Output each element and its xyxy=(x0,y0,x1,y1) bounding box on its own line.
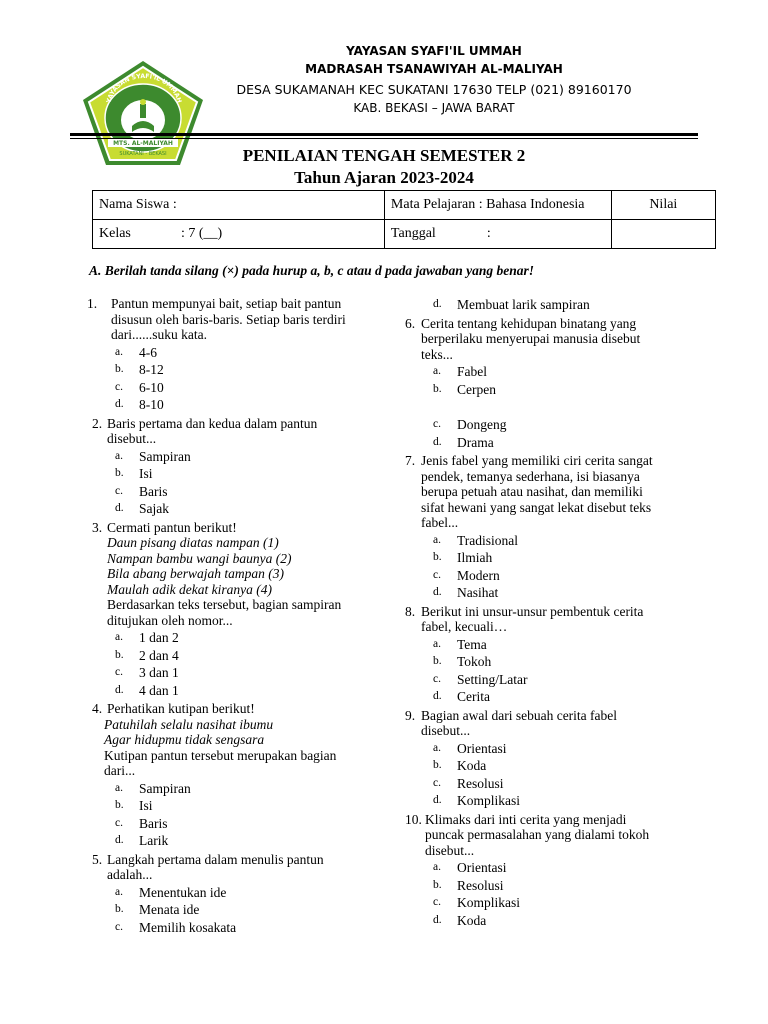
option-b[interactable] xyxy=(87,797,387,815)
option-letter: b. xyxy=(433,759,442,771)
question-text: Berikut ini unsur-unsur pembentuk cerita fabel, kecuali… xyxy=(421,603,644,634)
question-text: Langkah pertama dalam menulis pantun adalah... xyxy=(107,851,324,882)
option-letter: a. xyxy=(115,449,123,462)
option-text: Nasihat xyxy=(457,585,499,600)
option-text: Setting/Latar xyxy=(457,671,528,687)
option-text: Larik xyxy=(139,833,169,848)
question-number: 1. xyxy=(87,296,98,311)
question-text: Baris pertama dan kedua dalam pantun disebut... xyxy=(107,415,318,446)
option-d[interactable] xyxy=(405,912,705,930)
question-number: 6. xyxy=(405,315,416,331)
option-letter: a. xyxy=(115,631,123,643)
option-letter: a. xyxy=(115,781,123,794)
option-b[interactable] xyxy=(405,381,705,399)
option-text: 4-6 xyxy=(139,344,157,360)
date-cell[interactable] xyxy=(384,220,611,249)
option-a[interactable] xyxy=(405,363,705,381)
option-text: Isi xyxy=(139,798,153,813)
option-letter: d. xyxy=(433,913,442,926)
option-text: 4 dan 1 xyxy=(139,682,179,698)
option-letter: a. xyxy=(115,885,123,898)
score-cell xyxy=(611,191,715,220)
option-text: Koda xyxy=(457,912,487,928)
option-letter: c. xyxy=(115,666,123,678)
option-text: Dongeng xyxy=(457,417,507,432)
logo-middle-text: MTS. AL-MALIYAH xyxy=(113,140,173,147)
question-number: 10. xyxy=(405,811,422,827)
option-d[interactable] xyxy=(87,396,387,414)
question-number: 4. xyxy=(92,701,103,716)
option-letter: d. xyxy=(433,690,442,702)
option-letter: d. xyxy=(115,398,124,410)
option-d[interactable] xyxy=(405,792,705,810)
letterhead-rule-thick xyxy=(70,133,698,136)
question-6 xyxy=(405,316,705,452)
option-text: 8-12 xyxy=(139,362,164,377)
option-text: Sampiran xyxy=(139,448,191,464)
question-1 xyxy=(87,296,387,414)
option-a[interactable] xyxy=(405,859,705,877)
option-text: 1 dan 2 xyxy=(139,630,179,645)
option-text: Baris xyxy=(139,815,168,831)
option-letter: b. xyxy=(115,799,124,811)
school-address: DESA SUKAMANAH KEC SUKATANI 17630 TELP (021) 89160170 xyxy=(236,82,632,97)
option-b[interactable] xyxy=(405,549,705,567)
option-d[interactable] xyxy=(87,682,387,700)
foundation-name: YAYASAN SYAFI'IL UMMAH xyxy=(346,44,522,58)
class-label: Kelas xyxy=(99,226,131,241)
option-letter: d. xyxy=(433,435,442,448)
option-text: 8-10 xyxy=(139,397,164,412)
question-10 xyxy=(405,812,705,930)
class-cell[interactable] xyxy=(93,220,385,249)
option-letter: c. xyxy=(115,484,123,497)
option-letter: c. xyxy=(433,672,441,685)
option-text: Tema xyxy=(457,636,487,652)
option-b[interactable] xyxy=(405,877,705,895)
option-a[interactable] xyxy=(87,629,387,647)
option-text: Ilmiah xyxy=(457,550,493,565)
option-letter: d. xyxy=(433,586,442,598)
option-text: Komplikasi xyxy=(457,895,520,910)
option-b[interactable] xyxy=(87,361,387,379)
question-text: Cerita tentang kehidupan binatang yang berperilaku menyerupai manusia disebut teks... xyxy=(421,315,641,362)
score-value-cell[interactable] xyxy=(611,220,715,249)
option-text: Modern xyxy=(457,567,500,583)
questions-right-column xyxy=(405,296,705,931)
exam-year: Tahun Ajaran 2023-2024 xyxy=(294,168,474,187)
option-text: Orientasi xyxy=(457,740,507,756)
question-number: 3. xyxy=(92,519,103,535)
pantun-excerpt: Daun pisang diatas nampan (1) Nampan bambu wangi baunya (2) Bila abang berwajah tampan (3) Maulah adik dekat kiranya (4) xyxy=(107,535,292,597)
question-9 xyxy=(405,708,705,810)
option-text: Menata ide xyxy=(139,902,200,917)
option-letter: a. xyxy=(433,365,441,377)
question-8 xyxy=(405,604,705,706)
option-text: Drama xyxy=(457,434,494,450)
option-letter: b. xyxy=(433,655,442,667)
option-c[interactable] xyxy=(87,483,387,501)
option-text: Orientasi xyxy=(457,860,507,875)
option-b[interactable] xyxy=(405,757,705,775)
option-letter: a. xyxy=(433,637,441,650)
option-a[interactable] xyxy=(87,448,387,466)
option-d[interactable] xyxy=(87,500,387,518)
option-text: Cerita xyxy=(457,689,490,704)
option-c[interactable] xyxy=(87,664,387,682)
option-c[interactable] xyxy=(405,775,705,793)
option-letter: a. xyxy=(115,345,123,358)
logo-top-text: YAYASAN SYAFI'IL UMMAH xyxy=(105,72,183,104)
section-a-instruction: A. Berilah tanda silang (×) pada hurup a, b, c atau d pada jawaban yang benar! xyxy=(89,263,535,278)
option-letter: d. xyxy=(433,794,442,806)
question-prompt: Berdasarkan teks tersebut, bagian sampiran ditujukan oleh nomor... xyxy=(107,597,342,628)
option-text: Sampiran xyxy=(139,780,191,796)
option-d[interactable] xyxy=(87,832,387,850)
option-c[interactable] xyxy=(405,671,705,689)
letterhead-rule-thin xyxy=(70,138,698,139)
option-letter: b. xyxy=(433,878,442,891)
question-text: Pantun mempunyai bait, setiap bait pantun disusun oleh baris-baris. Setiap baris terdiri dari......suku kata. xyxy=(111,296,346,342)
option-letter: c. xyxy=(115,920,123,933)
option-text: Resolusi xyxy=(457,775,504,791)
score-label: Nilai xyxy=(649,197,678,212)
option-letter: b. xyxy=(433,551,442,563)
option-text: 3 dan 1 xyxy=(139,665,179,680)
subject-cell xyxy=(384,191,611,220)
option-letter: c. xyxy=(433,776,441,789)
option-text: Tokoh xyxy=(457,654,492,669)
option-d[interactable] xyxy=(405,688,705,706)
option-text: Tradisional xyxy=(457,532,519,548)
date-label: Tanggal xyxy=(390,226,436,241)
question-5-continued xyxy=(405,296,705,314)
option-a[interactable] xyxy=(405,636,705,654)
question-text: Cermati pantun berikut! xyxy=(107,519,237,535)
question-3 xyxy=(87,520,387,700)
option-letter: c. xyxy=(115,816,123,829)
option-c[interactable] xyxy=(405,416,705,434)
question-number: 7. xyxy=(405,453,416,468)
option-text: Isi xyxy=(139,466,153,481)
option-letter: d. xyxy=(115,502,124,514)
option-letter: d. xyxy=(433,298,442,310)
school-region: KAB. BEKASI – JAWA BARAT xyxy=(353,101,515,115)
option-letter: d. xyxy=(115,683,124,696)
option-text: Membuat larik sampiran xyxy=(457,297,590,312)
option-a[interactable] xyxy=(87,344,387,362)
student-name-label: Nama Siswa : xyxy=(99,197,177,212)
option-b[interactable] xyxy=(87,647,387,665)
option-letter: a. xyxy=(433,741,441,754)
option-d[interactable] xyxy=(405,584,705,602)
question-number: 8. xyxy=(405,603,416,619)
option-text: Fabel xyxy=(457,364,487,379)
student-name-cell[interactable] xyxy=(93,191,385,220)
option-letter: b. xyxy=(115,467,124,479)
option-text: 6-10 xyxy=(139,379,164,395)
option-a[interactable] xyxy=(87,780,387,798)
date-value: : xyxy=(486,226,491,241)
option-text: Komplikasi xyxy=(457,793,520,808)
class-value: : 7 (__) xyxy=(181,226,223,241)
option-c[interactable] xyxy=(87,815,387,833)
option-text: Koda xyxy=(457,758,487,773)
student-info-table xyxy=(92,190,716,249)
option-text: 2 dan 4 xyxy=(139,647,179,663)
option-a[interactable] xyxy=(405,740,705,758)
option-letter: d. xyxy=(115,834,124,846)
subject-label: Mata Pelajaran : Bahasa Indonesia xyxy=(390,197,585,212)
option-c[interactable] xyxy=(87,919,387,937)
option-a[interactable] xyxy=(87,884,387,902)
option-text: Baris xyxy=(139,483,168,499)
option-text: Cerpen xyxy=(457,381,496,397)
option-c[interactable] xyxy=(405,894,705,912)
option-letter: b. xyxy=(115,363,124,375)
question-5 xyxy=(87,852,387,937)
question-text: Klimaks dari inti cerita yang menjadi puncak permasalahan yang dialami tokoh disebut... xyxy=(425,811,650,858)
option-d[interactable] xyxy=(405,434,705,452)
option-text: Memilih kosakata xyxy=(139,919,237,935)
option-letter: c. xyxy=(433,896,441,908)
option-a[interactable] xyxy=(405,532,705,550)
question-text: Jenis fabel yang memiliki ciri cerita sangat pendek, temanya sederhana, isi biasanya berupa petuah atau nasihat, dan memiliki sifat hewani yang sangat lekat disebut teks fabel... xyxy=(421,453,653,530)
option-letter: a. xyxy=(433,861,441,873)
option-b[interactable] xyxy=(87,901,387,919)
option-letter: c. xyxy=(433,418,441,430)
option-b[interactable] xyxy=(87,465,387,483)
question-4 xyxy=(87,701,387,850)
questions-left-column xyxy=(87,296,387,938)
option-letter: a. xyxy=(433,533,441,546)
question-text: Perhatikan kutipan berikut! xyxy=(107,701,255,716)
option-text: Resolusi xyxy=(457,877,504,893)
option-b[interactable] xyxy=(405,653,705,671)
logo-bottom-text: SUKATANI - BEKASI xyxy=(119,151,167,157)
option-d[interactable] xyxy=(405,296,705,314)
pantun-excerpt: Patuhilah selalu nasihat ibumu Agar hidupmu tidak sengsara xyxy=(104,716,274,747)
option-c[interactable] xyxy=(87,379,387,397)
option-letter: b. xyxy=(433,382,442,395)
question-number: 5. xyxy=(92,851,103,867)
option-letter: c. xyxy=(115,380,123,393)
question-number: 9. xyxy=(405,707,416,723)
school-name: MADRASAH TSANAWIYAH AL-MALIYAH xyxy=(305,62,563,76)
option-letter: c. xyxy=(433,568,441,581)
option-c[interactable] xyxy=(405,567,705,585)
option-letter: b. xyxy=(115,903,124,915)
option-text: Sajak xyxy=(139,501,169,516)
question-number: 2. xyxy=(92,415,103,431)
question-prompt: Kutipan pantun tersebut merupakan bagian dari... xyxy=(104,747,337,778)
exam-title: PENILAIAN TENGAH SEMESTER 2 xyxy=(242,146,526,165)
option-letter: b. xyxy=(115,648,124,661)
question-text: Bagian awal dari sebuah cerita fabel disebut... xyxy=(421,707,618,738)
option-text: Menentukan ide xyxy=(139,884,227,900)
question-7 xyxy=(405,453,705,602)
question-2 xyxy=(87,416,387,518)
